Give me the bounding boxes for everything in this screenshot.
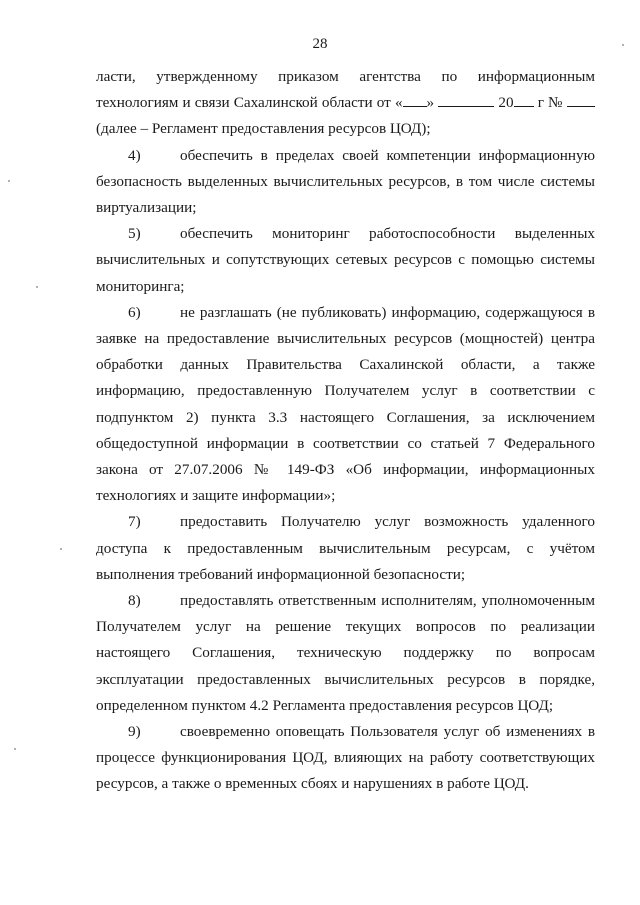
list-item-number: 6) [128, 303, 141, 321]
list-item-7 [96, 509, 595, 588]
list-item-text: предоставить Получателю услуг возможность удаленного доступа к предоставленным вычислительным ресурсам, с учётом выполнения требований информационной безопасности; [96, 513, 595, 583]
list-item-text: обеспечить мониторинг работоспособности выделенных вычислительных и сопутствующих сетевых ресурсов с помощью системы мониторинга; [96, 225, 595, 295]
month-blank [438, 94, 494, 107]
intro-text-d: г № [533, 94, 567, 112]
day-blank [403, 94, 427, 107]
list-item-text: предоставлять ответственным исполнителям, уполномоченным Получателем услуг на решение текущих вопросов по реализации настоящего Соглашения, техническую поддержку по вопросам эксплуатации предоставленных вычислительных ресурсов в порядке, определенном пунктом 4.2 Регламента предоставления ресурсов ЦОД; [96, 592, 595, 714]
list-item-8 [96, 588, 595, 719]
intro-text-a: ласти, утвержденному приказом агентства по информационным технологиям и связи Сахалинской области от « [96, 68, 595, 112]
document-body [96, 64, 595, 798]
scan-speck [622, 44, 624, 46]
list-item-text: не разглашать (не публиковать) информацию, содержащуюся в заявке на предоставление вычислительных ресурсов (мощностей) центра обработки данных Правительства Сахалинской области, а также информацию, предоставленную Получателем услуг в соответствии с подпунктом 2) пункта 3.3 настоящего Соглашения, за исключением общедоступной информации в соответствии со статьей 7 Федерального закона от 27.07.2006 № 149-ФЗ «Об информации, информационных технологиях и защите информации»; [96, 303, 595, 505]
page-number: 28 [312, 36, 328, 52]
list-item-number: 7) [128, 513, 141, 531]
scan-speck [8, 180, 10, 182]
intro-text-b: » [426, 94, 439, 112]
year-blank [514, 94, 534, 107]
list-item-6 [96, 300, 595, 510]
number-blank [567, 94, 595, 107]
intro-text-c: 20 [494, 94, 514, 112]
list-item-text: обеспечить в пределах своей компетенции информационную безопасность выделенных вычислительных ресурсов, в том числе системы виртуализации; [96, 146, 595, 217]
scan-speck [14, 748, 16, 750]
list-item-number: 9) [128, 723, 141, 741]
list-item-4 [96, 143, 595, 222]
list-item-number: 5) [128, 225, 141, 243]
list-item-number: 8) [128, 592, 141, 610]
intro-paragraph [96, 64, 595, 143]
list-item-text: своевременно оповещать Пользователя услуг об изменениях в процессе функционирования ЦОД, влияющих на работу соответствующих ресурсов, а также о временных сбоях и нарушениях в работе ЦОД. [96, 723, 595, 793]
scan-speck [60, 548, 62, 550]
intro-text-e: (далее – Регламент предоставления ресурсов ЦОД); [96, 120, 431, 138]
list-item-9 [96, 719, 595, 798]
list-item-5 [96, 221, 595, 300]
scan-speck [36, 286, 38, 288]
list-item-number: 4) [128, 146, 141, 164]
